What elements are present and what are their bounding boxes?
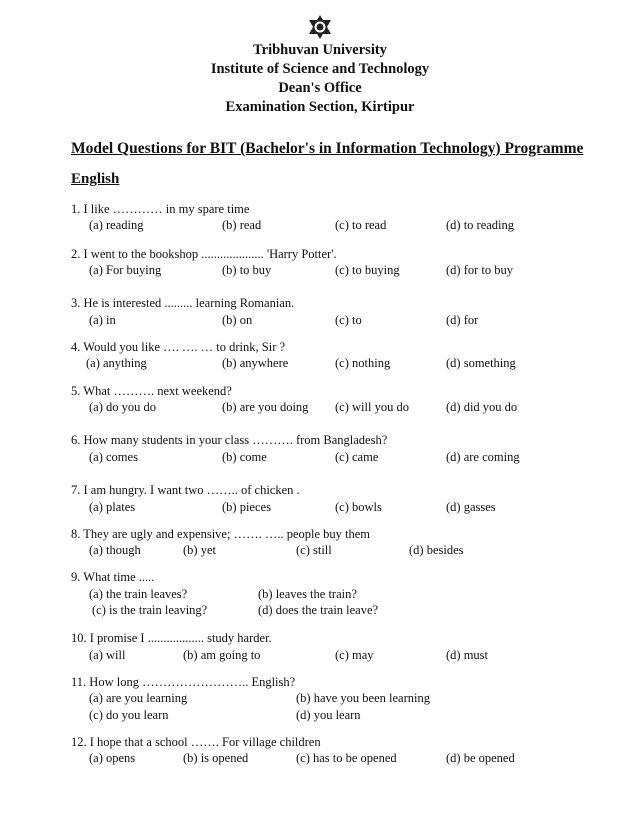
q12-option-c: (c) has to be opened (296, 751, 397, 765)
question-7: 7. I am hungry. I want two …….. of chicken . (71, 483, 300, 497)
q1-option-d: (d) to reading (446, 218, 515, 232)
q1-option-a: (a) reading (89, 218, 144, 232)
institute-name: Institute of Science and Technology (210, 61, 430, 77)
university-name: Tribhuvan University (253, 42, 387, 58)
q10-option-d: (d) must (446, 648, 489, 662)
q10-option-c: (c) may (335, 648, 374, 662)
document-title: Model Questions for BIT (Bachelor's in Information Technology) Programme (71, 140, 584, 157)
q8-option-b: (b) yet (183, 543, 216, 557)
q12-option-b: (b) is opened (183, 751, 249, 765)
q7-option-c: (c) bowls (335, 500, 382, 514)
university-emblem-icon (307, 14, 333, 40)
q9-option-c: (c) is the train leaving? (92, 603, 208, 617)
question-2: 2. I went to the bookshop .................... 'Harry Potter'. (71, 247, 337, 261)
q11-option-d: (d) you learn (296, 708, 361, 722)
q2-option-c: (c) to buying (335, 263, 400, 277)
q1-option-c: (c) to read (335, 218, 387, 232)
office-name: Dean's Office (278, 80, 362, 96)
q8-option-a: (a) though (89, 543, 141, 557)
question-5: 5. What ………. next weekend? (71, 384, 232, 398)
q4-option-a: (a) anything (86, 356, 147, 370)
q5-option-d: (d) did you do (446, 400, 518, 414)
q11-option-c: (c) do you learn (89, 708, 169, 722)
question-12: 12. I hope that a school ……. For village children (71, 735, 321, 749)
question-3: 3. He is interested ......... learning Romanian. (71, 296, 295, 310)
q12-option-a: (a) opens (89, 751, 136, 765)
q10-option-b: (b) am going to (183, 648, 261, 662)
q4-option-d: (d) something (446, 356, 516, 370)
q3-option-c: (c) to (335, 313, 362, 327)
q4-option-b: (b) anywhere (222, 356, 289, 370)
q2-option-b: (b) to buy (222, 263, 272, 277)
q6-option-c: (c) came (335, 450, 379, 464)
question-9: 9. What time ..... (71, 570, 155, 584)
question-4: 4. Would you like …. …. … to drink, Sir ? (71, 340, 286, 354)
question-6: 6. How many students in your class ………. from Bangladesh? (71, 433, 388, 447)
q10-option-a: (a) will (89, 648, 126, 662)
q1-option-b: (b) read (222, 218, 262, 232)
q9-option-b: (b) leaves the train? (258, 587, 357, 601)
q3-option-d: (d) for (446, 313, 479, 327)
q5-option-b: (b) are you doing (222, 400, 309, 414)
q11-option-b: (b) have you been learning (296, 691, 430, 705)
section-name: Examination Section, Kirtipur (225, 99, 415, 115)
q9-option-d: (d) does the train leave? (258, 603, 379, 617)
q9-option-a: (a) the train leaves? (89, 587, 188, 601)
question-1: 1. I like ………… in my spare time (71, 202, 250, 216)
q4-option-c: (c) nothing (335, 356, 391, 370)
q2-option-d: (d) for to buy (446, 263, 513, 277)
q11-option-a: (a) are you learning (89, 691, 188, 705)
q5-option-c: (c) will you do (335, 400, 409, 414)
q8-option-c: (c) still (296, 543, 332, 557)
subject-heading: English (71, 171, 120, 187)
q6-option-a: (a) comes (89, 450, 138, 464)
q6-option-b: (b) come (222, 450, 267, 464)
question-8: 8. They are ugly and expensive; ……. ….. people buy them (71, 527, 371, 541)
q8-option-d: (d) besides (409, 543, 464, 557)
question-11: 11. How long …………………….. English? (71, 675, 296, 689)
q7-option-a: (a) plates (89, 500, 136, 514)
q7-option-d: (d) gasses (446, 500, 496, 514)
q3-option-a: (a) in (89, 313, 116, 327)
q3-option-b: (b) on (222, 313, 253, 327)
q5-option-a: (a) do you do (89, 400, 156, 414)
question-10: 10. I promise I .................. study harder. (71, 631, 272, 645)
q7-option-b: (b) pieces (222, 500, 271, 514)
q12-option-d: (d) be opened (446, 751, 515, 765)
q2-option-a: (a) For buying (89, 263, 162, 277)
q6-option-d: (d) are coming (446, 450, 520, 464)
